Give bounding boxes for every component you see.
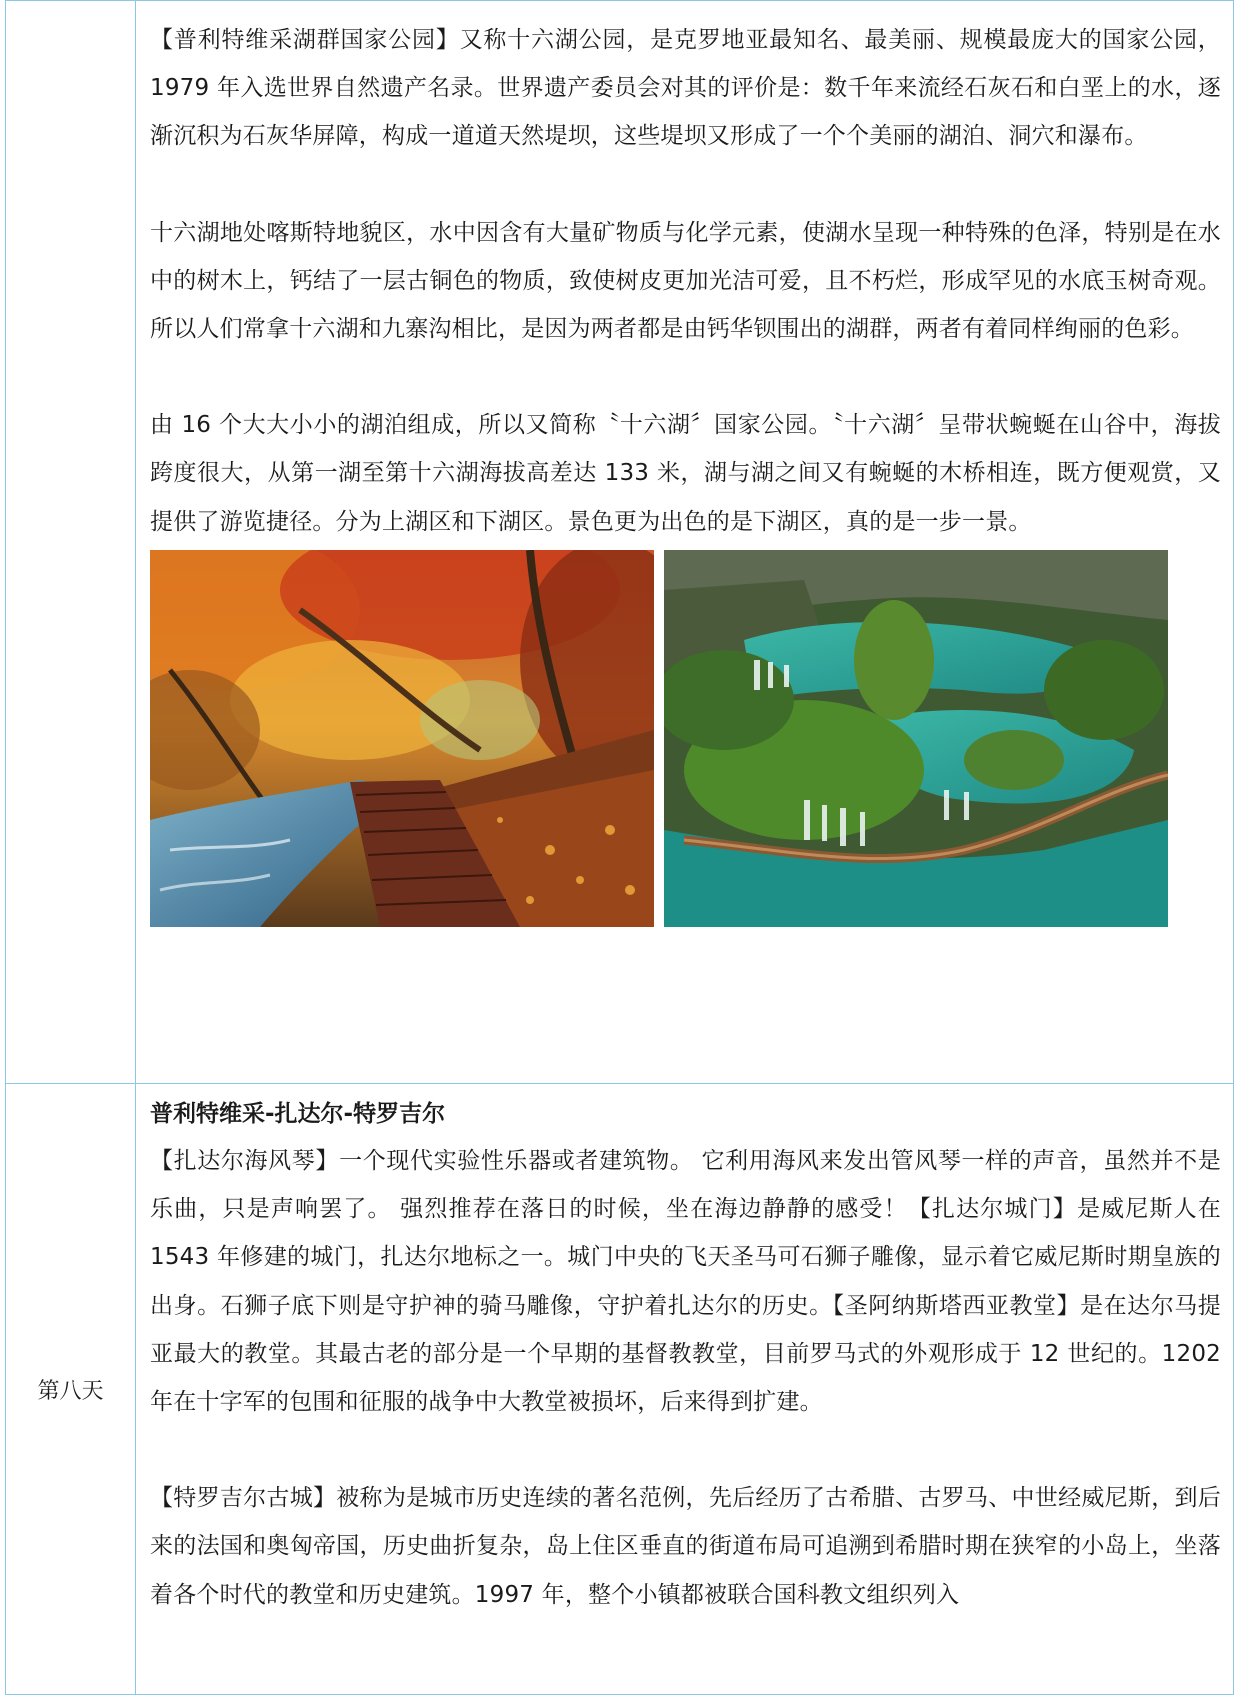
paragraph-zadar-sights: 【扎达尔海风琴】一个现代实验性乐器或者建筑物。 它利用海风来发出管风琴一样的声音，虽然并不是乐曲，只是声响罢了。 强烈推荐在落日的时候，坐在海边静静的感受！【扎达尔城门】是威尼斯人在 1543 年修建的城门，扎达尔地标之一。城门中央的飞天圣马可石狮子雕像，显示着它威尼斯时期皇族的出身。石狮子底下则是守护神的骑马雕像，守护着扎达尔的历史。【圣阿纳斯塔西亚教堂】是在达尔马提亚最大的教堂。其最古老的部分是一个早期的基督教教堂，目前罗马式的外观形成于 12 世纪的。1202 年在十字军的包围和征服的战争中大教堂被损坏，后来得到扩建。	[150, 1148, 1221, 1416]
day-content-cell	[136, 1, 1234, 1084]
paragraph-sixteen-lakes-layout: 由 16 个大大小小的湖泊组成，所以又简称〝十六湖〞国家公园。〝十六湖〞呈带状蜿蜒在山谷中，海拔跨度很大，从第一湖至第十六湖海拔高差达 133 米，湖与湖之间又有蜿蜒的木桥相连，既方便观赏，又提供了游览捷径。分为上湖区和下湖区。景色更为出色的是下湖区，真的是一步一景。	[150, 412, 1221, 535]
day-label: 第八天	[37, 1378, 104, 1404]
paragraph-sixteen-lakes-karst: 十六湖地处喀斯特地貌区，水中因含有大量矿物质与化学元素，使湖水呈现一种特殊的色泽，特别是在水中的树木上，钙结了一层古铜色的物质，致使树皮更加光洁可爱，且不朽烂，形成罕见的水底玉树奇观。所以人们常拿十六湖和九寨沟相比，是因为两者都是由钙华钡围出的湖群，两者有着同样绚丽的色彩。	[150, 219, 1221, 343]
itinerary-row	[6, 1, 1234, 1084]
day-content-cell	[136, 1084, 1234, 1695]
photo-row	[150, 550, 1221, 927]
turquoise-lakes-photo	[664, 550, 1168, 927]
day-cell	[6, 1084, 136, 1695]
day-cell	[6, 1, 136, 1084]
itinerary-table	[5, 0, 1234, 1695]
autumn-boardwalk-photo	[150, 550, 654, 927]
paragraph-trogir-old-town: 【特罗吉尔古城】被称为是城市历史连续的著名范例，先后经历了古希腊、古罗马、中世经威尼斯，到后来的法国和奥匈帝国，历史曲折复杂，岛上住区垂直的街道布局可追溯到希腊时期在狭窄的小岛上，坐落着各个时代的教堂和历史建筑。1997 年，整个小镇都被联合国科教文组织列入	[150, 1485, 1221, 1608]
route-title: 普利特维采-扎达尔-特罗吉尔	[150, 1101, 446, 1127]
itinerary-row	[6, 1084, 1234, 1695]
paragraph-plitvice-intro: 【普利特维采湖群国家公园】又称十六湖公园，是克罗地亚最知名、最美丽、规模最庞大的国家公园，1979 年入选世界自然遗产名录。世界遗产委员会对其的评价是：数千年来流经石灰石和白垩上的水，逐渐沉积为石灰华屏障，构成一道道天然堤坝，这些堤坝又形成了一个个美丽的湖泊、洞穴和瀑布。	[150, 27, 1221, 150]
